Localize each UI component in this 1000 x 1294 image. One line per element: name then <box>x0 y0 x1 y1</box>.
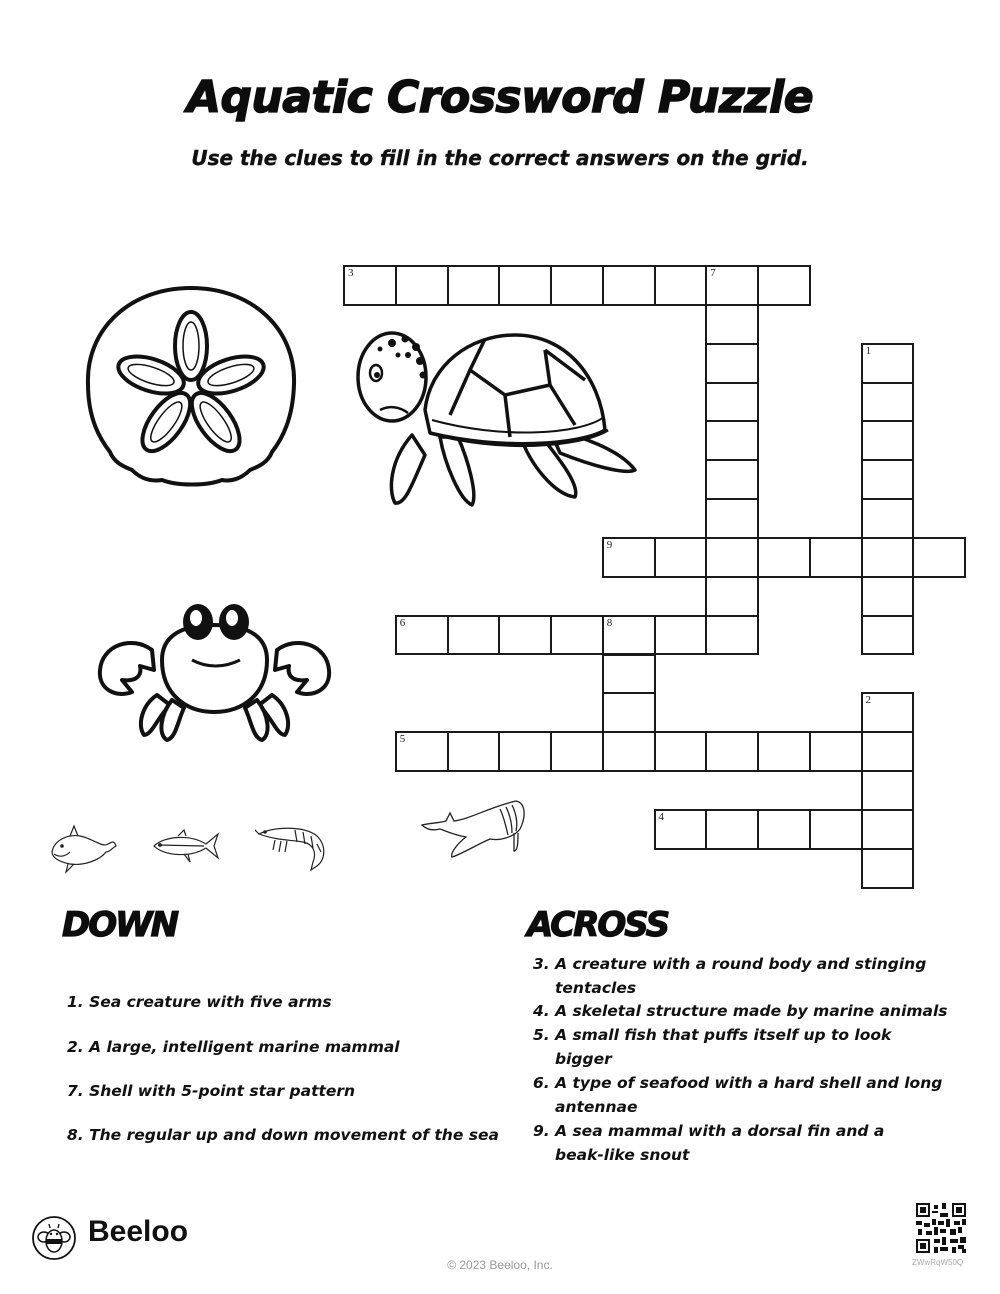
grid-cell[interactable] <box>654 731 708 772</box>
grid-cell[interactable] <box>498 615 552 656</box>
down-clue-2: 2. A large, intelligent marine mammal <box>67 1038 400 1056</box>
copyright-text: © 2023 Beeloo, Inc. <box>447 1258 553 1272</box>
grid-cell[interactable] <box>602 731 656 772</box>
grid-cell[interactable] <box>705 459 759 500</box>
grid-cell[interactable] <box>498 731 552 772</box>
down-clue-7: 7. Shell with 5-point star pattern <box>67 1082 356 1100</box>
grid-cell[interactable] <box>447 265 501 306</box>
grid-cell[interactable] <box>343 265 397 306</box>
down-heading: DOWN <box>62 905 178 945</box>
grid-cell[interactable] <box>705 537 759 578</box>
grid-cell[interactable] <box>861 576 915 617</box>
clue-text: 4. A skeletal structure made by marine animals <box>533 1002 948 1020</box>
tuna-fish-icon <box>150 828 222 864</box>
clue-number: 1 <box>865 344 871 357</box>
grid-cell[interactable] <box>654 537 708 578</box>
grid-cell[interactable] <box>861 731 915 772</box>
across-clue-5 <box>533 1023 891 1071</box>
grid-cell[interactable] <box>861 498 915 539</box>
page-subtitle: Use the clues to fill in the correct answers on the grid. <box>191 146 809 170</box>
clue-text: 3. A creature with a round body and stinging <box>533 955 927 973</box>
grid-cell[interactable] <box>550 265 604 306</box>
grid-cell[interactable] <box>654 809 708 850</box>
grid-cell[interactable] <box>602 537 656 578</box>
grid-cell[interactable] <box>654 615 708 656</box>
clue-continuation: bigger <box>555 1050 612 1068</box>
grid-cell[interactable] <box>861 537 915 578</box>
grid-cell[interactable] <box>447 731 501 772</box>
clue-continuation: antennae <box>555 1098 638 1116</box>
across-heading: ACROSS <box>527 905 669 945</box>
grid-cell[interactable] <box>861 459 915 500</box>
grid-cell[interactable] <box>757 265 811 306</box>
grid-cell[interactable] <box>602 615 656 656</box>
grid-cell[interactable] <box>550 615 604 656</box>
clue-number: 2 <box>865 694 871 707</box>
grid-cell[interactable] <box>861 343 915 384</box>
clue-text: 5. A small fish that puffs itself up to look <box>533 1026 892 1044</box>
grid-cell[interactable] <box>705 498 759 539</box>
brand-name: Beeloo <box>88 1215 189 1248</box>
grid-cell[interactable] <box>395 731 449 772</box>
clue-number: 9 <box>606 538 613 551</box>
grid-cell[interactable] <box>705 615 759 656</box>
crab-icon <box>92 600 337 745</box>
clue-text: 6. A type of seafood with a hard shell and long <box>533 1074 943 1092</box>
clue-number: 8 <box>606 616 613 629</box>
clue-continuation: tentacles <box>555 979 637 997</box>
grid-cell[interactable] <box>861 615 915 656</box>
grid-cell[interactable] <box>705 731 759 772</box>
grid-cell[interactable] <box>757 731 811 772</box>
qr-code-icon[interactable] <box>916 1203 966 1253</box>
grid-cell[interactable] <box>705 343 759 384</box>
grid-cell[interactable] <box>861 382 915 423</box>
grid-cell[interactable] <box>757 537 811 578</box>
grid-cell[interactable] <box>861 770 915 811</box>
sand-dollar-icon <box>82 284 300 488</box>
clue-number: 3 <box>348 267 354 279</box>
across-clue-4 <box>533 999 948 1023</box>
grid-cell[interactable] <box>757 809 811 850</box>
grid-cell[interactable] <box>395 265 449 306</box>
grid-cell[interactable] <box>498 265 552 306</box>
grid-cell[interactable] <box>602 265 656 306</box>
grid-cell[interactable] <box>705 265 759 306</box>
clue-number: 6 <box>399 616 406 629</box>
grid-cell[interactable] <box>705 382 759 423</box>
grid-cell[interactable] <box>654 265 708 306</box>
grid-cell[interactable] <box>705 304 759 345</box>
grid-cell[interactable] <box>550 731 604 772</box>
across-clue-3 <box>533 952 926 1000</box>
grid-cell[interactable] <box>809 537 863 578</box>
grid-cell[interactable] <box>395 615 449 656</box>
clue-number: 7 <box>710 267 716 279</box>
sea-turtle-icon <box>350 325 640 510</box>
grid-cell[interactable] <box>861 692 915 733</box>
grid-cell[interactable] <box>602 654 656 695</box>
across-clue-6 <box>533 1071 942 1119</box>
clue-number: 5 <box>399 733 406 746</box>
clue-text: 9. A sea mammal with a dorsal fin and a <box>533 1122 885 1140</box>
dolphin-icon <box>48 822 120 874</box>
down-clue-1: 1. Sea creature with five arms <box>67 993 332 1011</box>
qr-code-id: ZWwRqW50Q <box>912 1258 964 1267</box>
grid-cell[interactable] <box>809 731 863 772</box>
down-clue-8: 8. The regular up and down movement of the sea <box>67 1126 499 1144</box>
humpback-whale-icon <box>420 797 530 859</box>
grid-cell[interactable] <box>809 809 863 850</box>
beeloo-bee-logo-icon <box>31 1215 77 1261</box>
grid-cell[interactable] <box>705 576 759 617</box>
across-clue-9 <box>533 1119 884 1167</box>
clue-continuation: beak-like snout <box>555 1146 690 1164</box>
grid-cell[interactable] <box>861 809 915 850</box>
grid-cell[interactable] <box>447 615 501 656</box>
grid-cell[interactable] <box>861 420 915 461</box>
clue-number: 4 <box>658 810 664 823</box>
grid-cell[interactable] <box>705 420 759 461</box>
grid-cell[interactable] <box>705 809 759 850</box>
grid-cell[interactable] <box>602 692 656 733</box>
grid-cell[interactable] <box>861 848 915 889</box>
shrimp-icon <box>255 822 330 872</box>
page-title: Aquatic Crossword Puzzle <box>186 72 814 123</box>
grid-cell[interactable] <box>912 537 966 578</box>
